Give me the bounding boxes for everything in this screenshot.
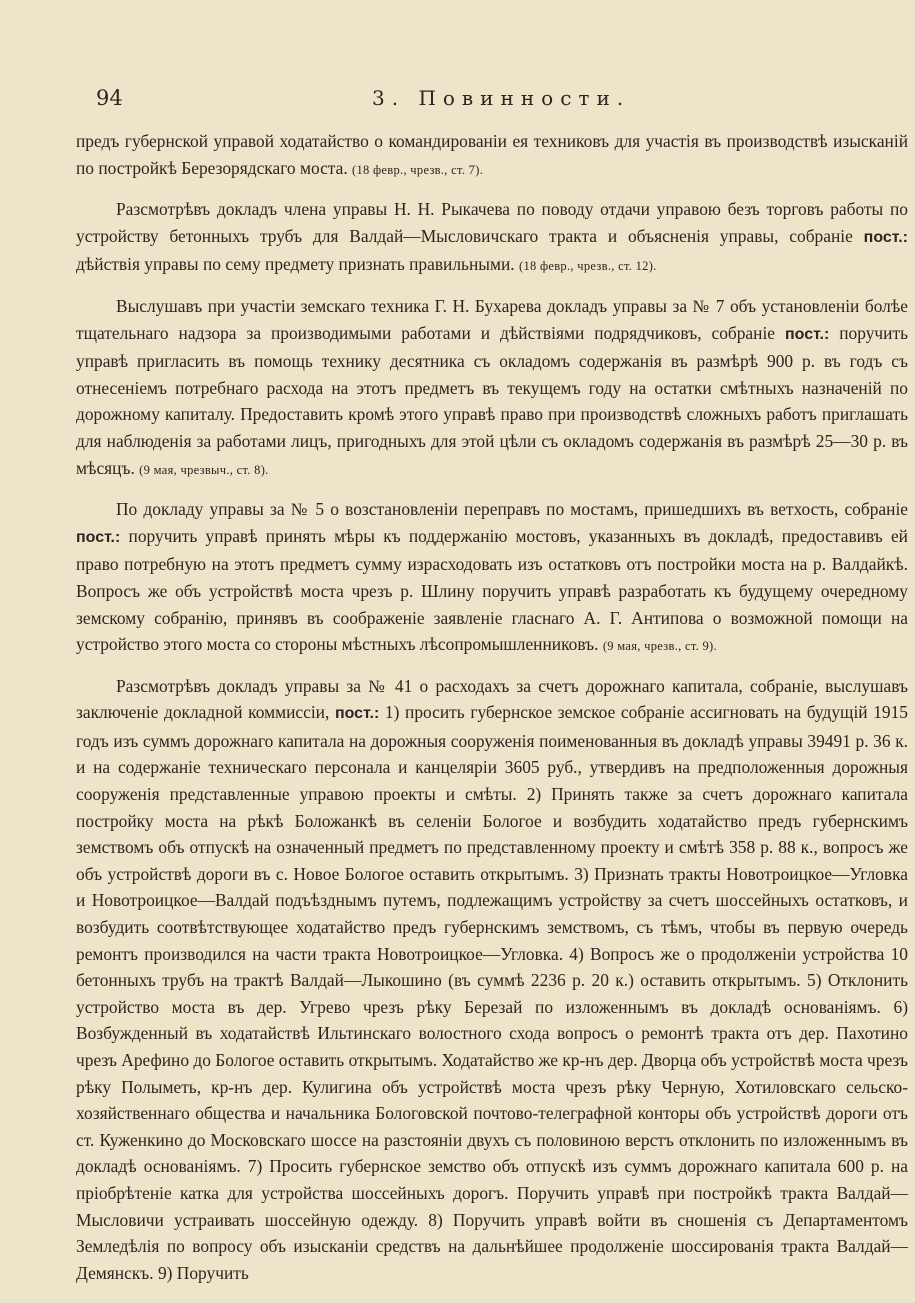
paragraph-resolution: [76, 196, 908, 280]
paragraph-text: По докладу управы за № 5 о возстановленіи переправъ по мостамъ, пришедшихъ въ ветхость, собраніе: [116, 499, 908, 520]
page-header: [0, 86, 915, 116]
paragraph-resolution: [76, 496, 908, 660]
paragraph-text: предъ губернской управой ходатайство о командированіи ея техниковъ для участія въ производствѣ изысканій по постройкѣ Березорядскаго моста.: [76, 131, 908, 178]
resolution-marker: пост.:: [76, 528, 121, 546]
document-body: [76, 128, 908, 1299]
paragraph-text: дѣйствія управы по сему предмету признать правильными.: [76, 254, 515, 275]
resolution-marker: пост.:: [863, 228, 908, 246]
resolution-marker: пост.:: [784, 325, 830, 343]
paragraph-resolution: [76, 293, 908, 483]
session-reference: (9 мая, чрезвыч., ст. 8).: [139, 462, 269, 477]
paragraph-text: поручить управѣ пригласить въ помощь технику десятника съ окладомъ содержанія въ размѣрѣ 900 р. въ годъ съ отнесеніемъ потребнаго расхода на этотъ предметъ въ текущемъ году на остатки смѣтныхъ назначеній по дорожному капиталу. Предоставить кромѣ этого управѣ право при производствѣ сложныхъ работъ приглашать для наблюденія за работами лицъ, пригодныхъ для этой цѣли съ окладомъ содержанія въ размѣрѣ 25—30 р. въ мѣсяцъ.: [76, 322, 908, 478]
paragraph-continuation: [76, 128, 908, 183]
resolution-marker: пост.:: [334, 705, 380, 723]
session-reference: (18 февр., чрезв., ст. 7).: [352, 162, 484, 177]
paragraph-text: поручить управѣ принять мѣры къ поддержанію мостовъ, указанныхъ въ докладѣ, предоставивъ ей право потребную на этотъ предметъ сумму израсходовать изъ остатковъ отъ постройки моста на р. Валдайкѣ. Вопросъ же объ устройствѣ моста чрезъ р. Шлину поручить управѣ разработать къ будущему очередному земскому собранію, принявъ въ соображеніе заявленіе гласнаго А. Г. Антипова о возможной помощи на устройство этого моста со стороны мѣстныхъ лѣсопромышленниковъ.: [76, 525, 908, 655]
page-number: 94: [96, 86, 123, 110]
paragraph-text: Выслушавъ при участіи земскаго техника Г. Н. Бухарева докладъ управы за № 7 объ установленіи болѣе тщательнаго надзора за производимыми работами и дѣйствіями подрядчиковъ, собраніе: [76, 295, 908, 343]
paragraph-resolution: [76, 673, 908, 1287]
paragraph-text: Разсмотрѣвъ докладъ управы за № 41 о расходахъ за счетъ дорожнаго капитала, собраніе, выслушавъ заключеніе докладной коммиссіи,: [76, 675, 908, 723]
paragraph-text: 1) просить губернское земское собраніе ассигновать на будущій 1915 годъ изъ суммъ дорожнаго капитала на дорожныя сооруженія поименованныя въ докладѣ управы 39491 р. 36 к. и на содержаніе техническаго персонала и канцеляріи 3605 руб., утвердивъ на предположенныя дорожныя сооруженія представленные управою проекты и смѣты. 2) Принять также за счетъ дорожнаго капитала постройку моста на рѣкѣ Боложанкѣ въ селеніи Бологое и возбудить ходатайство предъ губернскимъ земствомъ объ отпускѣ на означенный предметъ по представленному проекту и смѣтѣ 358 р. 88 к., вопросъ же объ устройствѣ дороги въ с. Новое Бологое оставить открытымъ. 3) Признать тракты Новотроицкое—Угловка и Новотроицкое—Валдай подъѣзднымъ путемъ, подлежащимъ устройству за счетъ шоссейныхъ остатковъ, и возбудить соотвѣтствующее ходатайство предъ губернскимъ земствомъ, съ тѣмъ, чтобы въ первую очередь ремонтъ производился на части тракта Новотроицкое—Угловка. 4) Вопросъ же о продолженіи устройства 10 бетонныхъ трубъ на трактѣ Валдай—Лыкошино (въ суммѣ 2236 р. 20 к.) оставить открытымъ. 5) Отклонить устройство моста въ дер. Угрево чрезъ рѣку Березай по изложеннымъ въ докладѣ основаніямъ. 6) Возбужденный въ ходатайствѣ Ильтинскаго волостного схода вопросъ о ремонтѣ тракта отъ дер. Пахотино чрезъ Арефино до Бологое оставить открытымъ. Ходатайство же кр-нъ дер. Дворца объ устройствѣ моста чрезъ рѣку Полыметь, кр-нъ дер. Кулигина объ устройствѣ моста чрезъ рѣку Черную, Хотиловскаго сельско-хозяйственнаго общества и начальника Бологовской почтово-телеграфной конторы объ устройствѣ дороги отъ ст. Куженкино до Московскаго шоссе на разстояніи двухъ съ половиною верстъ отклонить по изложеннымъ въ докладѣ основаніямъ. 7) Просить губернское земство объ отпускѣ изъ суммъ дорожнаго капитала 600 р. на пріобрѣтеніе катка для устройства шоссейныхъ дорогъ. Поручить управѣ при постройкѣ тракта Валдай—Мысловичи устраивать шоссейную одежду. 8) Поручить управѣ войти въ сношенія съ Департаментомъ Земледѣлія по вопросу объ изысканіи средствъ на дальнѣйшее продолженіе шоссированія тракта Валдай—Демянскъ. 9) Поручить: [76, 702, 908, 1283]
running-title: 3. Повинности.: [372, 86, 631, 110]
paragraph-text: Разсмотрѣвъ докладъ члена управы Н. Н. Рыкачева по поводу отдачи управою безъ торговъ работы по устройству бетонныхъ трубъ для Валдай—Мысловичскаго тракта и объясненія управы, собраніе: [76, 199, 908, 246]
session-reference: (18 февр., чрезв., ст. 12).: [518, 259, 657, 274]
session-reference: (9 мая, чрезв., ст. 9).: [602, 639, 717, 654]
